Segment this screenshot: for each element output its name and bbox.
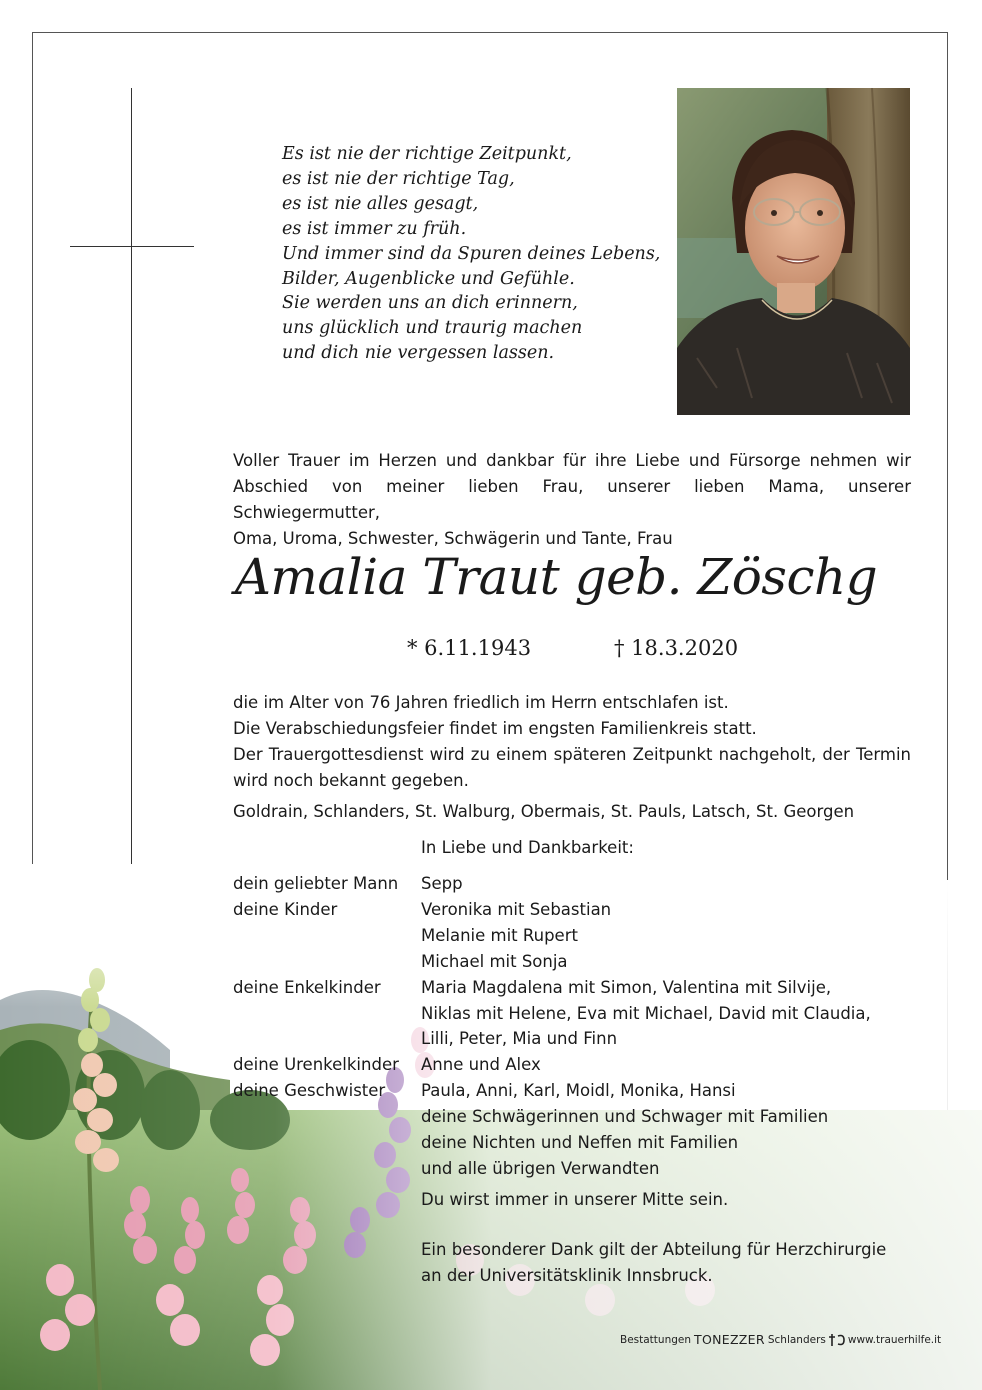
announcement-line: wird noch bekannt gegeben. bbox=[233, 771, 469, 790]
mourner-names: und alle übrigen Verwandten bbox=[421, 1158, 660, 1178]
mourners-list bbox=[233, 871, 871, 1182]
thanks-intro: In Liebe und Dankbarkeit: bbox=[421, 838, 634, 857]
cross-vertical-line bbox=[131, 88, 132, 864]
mourner-row bbox=[233, 975, 871, 1001]
mourner-names: Sepp bbox=[421, 874, 463, 893]
mourner-label: deine Kinder bbox=[233, 899, 338, 919]
closing-line: Du wirst immer in unserer Mitte sein. bbox=[421, 1190, 729, 1209]
mourner-label bbox=[233, 1001, 421, 1027]
mourner-names: Melanie mit Rupert bbox=[421, 925, 578, 945]
announcement-text bbox=[233, 690, 911, 794]
intro-line: Abschied von meiner lieben Frau, unserer lieben Mama, unserer Schwiegermutter, bbox=[233, 477, 911, 522]
death-date: † 18.3.2020 bbox=[614, 636, 739, 660]
intro-line: Oma, Uroma, Schwester, Schwägerin und Tante, Frau bbox=[233, 529, 673, 548]
mourner-row bbox=[233, 1001, 871, 1027]
special-thanks-line: an der Universitätsklinik Innsbruck. bbox=[421, 1265, 713, 1285]
mourner-names: Michael mit Sonja bbox=[421, 951, 568, 971]
mourner-label bbox=[233, 1130, 421, 1156]
poem-line: Und immer sind da Spuren deines Lebens, bbox=[282, 243, 661, 264]
mourner-label: deine Urenkelkinder bbox=[233, 1055, 399, 1075]
mourner-row bbox=[233, 949, 871, 975]
poem-line: es ist nie der richtige Tag, bbox=[282, 168, 515, 189]
footer-town: Schlanders bbox=[767, 1333, 826, 1346]
mourner-names: deine Nichten und Neffen mit Familien bbox=[421, 1133, 739, 1153]
mourner-label bbox=[233, 1026, 421, 1052]
cross-horizontal-line bbox=[70, 246, 194, 247]
announcement-line: Der Trauergottesdienst wird zu einem späteren Zeitpunkt nachgeholt, der Termin bbox=[233, 745, 911, 764]
mourner-names: Veronika mit Sebastian bbox=[421, 899, 612, 919]
mourner-label bbox=[233, 923, 421, 949]
poem bbox=[282, 142, 662, 366]
mourner-row bbox=[233, 923, 871, 949]
intro-text bbox=[233, 448, 911, 552]
special-thanks-line: Ein besonderer Dank gilt der Abteilung für Herzchirurgie bbox=[421, 1240, 887, 1259]
poem-line: uns glücklich und traurig machen bbox=[282, 318, 583, 339]
footer-brand: TONEZZER bbox=[694, 1332, 765, 1347]
mourner-row bbox=[233, 1130, 871, 1156]
mourner-names: Lilli, Peter, Mia und Finn bbox=[421, 1029, 618, 1049]
mourner-names: Paula, Anni, Karl, Moidl, Monika, Hansi bbox=[421, 1081, 736, 1101]
mourner-row bbox=[233, 1052, 871, 1078]
poem-line: es ist immer zu früh. bbox=[282, 218, 467, 239]
announcement-line: die im Alter von 76 Jahren friedlich im Herrn entschlafen ist. bbox=[233, 693, 729, 712]
announcement-line: Die Verabschiedungsfeier findet im engsten Familienkreis statt. bbox=[233, 719, 757, 738]
intro-line: Voller Trauer im Herzen und dankbar für ihre Liebe und Fürsorge nehmen wir bbox=[233, 451, 911, 470]
mourner-row bbox=[233, 1026, 871, 1052]
mourner-label bbox=[233, 1104, 421, 1130]
footer-prefix: Bestattungen bbox=[620, 1333, 692, 1346]
poem-line: Bilder, Augenblicke und Gefühle. bbox=[282, 268, 575, 289]
mourner-label bbox=[233, 949, 421, 975]
footer bbox=[620, 1332, 941, 1347]
mourner-names: Niklas mit Helene, Eva mit Michael, David mit Claudia, bbox=[421, 1003, 871, 1023]
mourner-label: dein geliebter Mann bbox=[233, 874, 399, 893]
special-thanks bbox=[421, 1237, 886, 1289]
mourner-row bbox=[233, 897, 871, 923]
mourner-names: Maria Magdalena mit Simon, Valentina mit Silvije, bbox=[421, 977, 832, 997]
mourner-row bbox=[233, 1104, 871, 1130]
mourner-row bbox=[233, 1156, 871, 1182]
mourner-row bbox=[233, 871, 871, 897]
mourner-label: deine Enkelkinder bbox=[233, 977, 381, 997]
poem-line: und dich nie vergessen lassen. bbox=[282, 343, 555, 364]
mourner-label: deine Geschwister bbox=[233, 1081, 386, 1101]
footer-website: www.trauerhilfe.it bbox=[847, 1333, 942, 1346]
mourner-names: deine Schwägerinnen und Schwager mit Familien bbox=[421, 1107, 829, 1127]
places-list: Goldrain, Schlanders, St. Walburg, Obermais, St. Pauls, Latsch, St. Georgen bbox=[233, 802, 855, 821]
deceased-name: Amalia Traut geb. Zöschg bbox=[234, 548, 878, 606]
birth-date: * 6.11.1943 bbox=[407, 636, 532, 660]
mourner-names: Anne und Alex bbox=[421, 1055, 541, 1075]
trauerhilfe-logo-icon bbox=[829, 1333, 845, 1347]
mourner-row bbox=[233, 1078, 871, 1104]
mourner-label bbox=[233, 1156, 421, 1182]
portrait-photo bbox=[677, 88, 910, 415]
poem-line: Es ist nie der richtige Zeitpunkt, bbox=[282, 144, 572, 164]
poem-line: es ist nie alles gesagt, bbox=[282, 193, 479, 214]
poem-line: Sie werden uns an dich erinnern, bbox=[282, 293, 578, 314]
